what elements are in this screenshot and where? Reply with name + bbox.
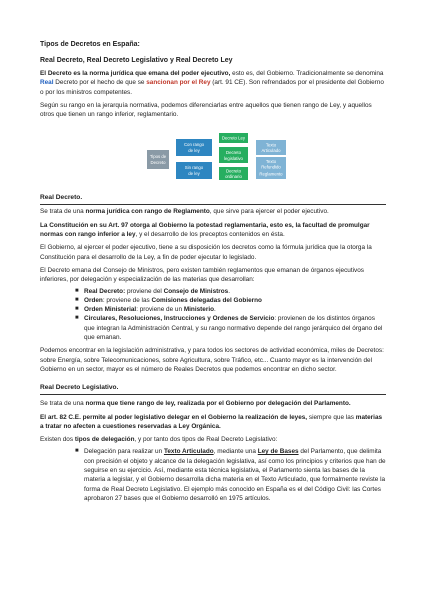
rdl-paragraph-2: [40, 413, 386, 432]
rdl-item-text-3: del Parlamento, que delimita con precisión el objeto y alcance de la delegación legislativa, así como los principios y criterios que han de seguirse en su ejercicio. Así, mediante esta técnica legislativa, el Parlamento sienta las bases de la materia a legislar, y el Gobierno desarrolla dicha materia en el Texto Articulado, que formalmente reviste la forma de Real Decreto Legislativo. El ejemplo más conocido en España es el del Código Civil: las Cortes aprobaron 27 bases que el Gobierno desarrolló en 1975 artículos.: [84, 448, 386, 502]
rd-p2-bold: La Constitución en su Art. 97 otorga al Gobierno la potestad reglamentaria, esto es, la facultad de promulgar normas con rango inferior a ley: [40, 221, 370, 239]
rdl-list: [40, 447, 386, 503]
list-item-bold-2: Consejo de Ministros: [163, 287, 229, 295]
diagram-texto-articulado-line2: Articulado: [261, 148, 281, 154]
rdl-paragraph-3: [40, 435, 386, 444]
rdl-p2-text: siempre que las: [307, 413, 356, 421]
rdl-p3-text-2: , y por tanto dos tipos de Real Decreto Legislativo:: [134, 436, 278, 444]
list-item: [40, 287, 386, 296]
diagram-decreto-legislativo-line2: legislativo: [224, 156, 243, 162]
diagram-decreto-ley: Decreto Ley: [221, 135, 246, 141]
diagram-texto-articulado-line1: Texto: [265, 142, 277, 148]
diagram-root-line2: Decreto: [150, 160, 166, 166]
rdl-p1-text: Se trata de una: [40, 400, 86, 408]
diagram-decreto-ordinario-line1: Decreto: [225, 168, 242, 174]
list-item-bold-2: Comisiones delegadas del Gobierno: [151, 296, 262, 304]
diagram-con-rango-line2: de ley: [188, 148, 200, 154]
section-heading-real-decreto-legislativo: Real Decreto Legislativo.: [40, 383, 386, 395]
rdl-item-ley-de-bases: Ley de Bases: [257, 448, 299, 456]
list-item: [40, 314, 386, 342]
intro-bold: El Decreto es la norma jurídica que emana del poder ejecutivo,: [40, 70, 231, 77]
rdl-item-text-2: , mediante una: [213, 448, 258, 456]
decree-types-diagram: [40, 127, 386, 185]
document-title: Tipos de Decretos en España:: [40, 41, 140, 48]
diagram-root-line1: Tipos de: [149, 154, 167, 160]
list-item-bold-2: Ministerio: [183, 306, 214, 314]
jerarquia-paragraph: Según su rango en la jerarquía normativa, podemos diferenciarlas entre aquellos que tienen rango de Ley, y aquellos otros que tienen un rango inferior, reglamentario.: [40, 101, 372, 119]
bullet-icon: ■: [75, 315, 79, 322]
document-subtitle: Real Decreto, Real Decreto Legislativo y Real Decreto Ley: [40, 57, 233, 64]
diagram-sin-rango-line2: de ley: [188, 171, 200, 177]
bullet-icon: ■: [75, 296, 79, 303]
list-item-text-2: .: [228, 287, 230, 295]
intro-real: Real: [40, 79, 54, 87]
diagram-con-rango-line1: Con rango: [183, 142, 205, 148]
list-item-text: : provienen de los distintos órganos que integran la Administración Central, y su rango normativo depende del rango jerárquico del órgano del que emanan.: [84, 315, 383, 342]
rd-paragraph-2: [40, 221, 386, 240]
list-item-bold: Circulares, Resoluciones, Instrucciones y Ordenes de Servicio: [84, 315, 275, 323]
intro-sancion: sancionan por el Rey: [146, 79, 211, 87]
rd-p2-text: , y el desarrollo de los preceptos contenidos en ésta.: [135, 231, 285, 239]
rd-p1-bold: norma jurídica con rango de Reglamento: [85, 208, 210, 216]
rdl-p1-bold: norma que tiene rango de ley, realizada por el Gobierno por delegación del Parlamento.: [85, 400, 351, 408]
rdl-item-text: Delegación para realizar un: [84, 448, 164, 456]
list-item: [40, 296, 386, 305]
rdl-p3-text: Existen dos: [40, 436, 75, 444]
diagram-texto-refundido-line2: Refundido: [261, 164, 281, 170]
list-item-text: : proviene de un: [136, 306, 184, 314]
list-item-text: proviene del: [125, 287, 164, 295]
diagram-decreto-ordinario-line2: ordinario: [225, 174, 242, 180]
list-item-text: : proviene de las: [102, 296, 152, 304]
intro-text-2: Decreto por el hecho de que se: [53, 79, 147, 87]
rd-p1-text: Se trata de una: [40, 208, 86, 216]
bullet-icon: ■: [75, 448, 79, 455]
rdl-p3-bold: tipos de delegación: [74, 436, 135, 444]
intro-text-3: (art. 91 CE). Son refrendados por el presidente del Gobierno o por los ministros competentes.: [40, 79, 384, 96]
list-item-text-2: .: [214, 306, 216, 314]
rd-paragraph-5: Podemos encontrar en la legislación administrativa, y para todos los sectores de actividad económica, miles de Decretos: sobre Energía, sobre Telecomunicaciones, sobre Agricultura, sobre Tráfico, etc... Cuanto mayor es la intervención del Gobierno en un sector, mayor es el número de Reales Decretos que podemos encontrar en dicho sector.: [40, 347, 384, 373]
intro-text: esto es, del Gobierno. Tradicionalmente se denomina: [230, 70, 384, 77]
diagram-sin-rango-line1: Sin rango: [184, 165, 204, 171]
section-heading-real-decreto: Real Decreto.: [40, 193, 386, 205]
list-item: [40, 447, 386, 503]
rdl-p2-bold: El art. 82 C.E. permite al poder legislativo delegar en el Gobierno la realización de leyes,: [40, 413, 308, 421]
rd-paragraph-4: El Decreto emana del Consejo de Ministros, pero existen también reglamentos que emanan de órganos ejecutivos inferiores, por delegación y especialización de las materias que desarrollan:: [40, 266, 364, 284]
bullet-icon: ■: [75, 306, 79, 313]
rdl-p2-bold-2: materias a tratar no afecten a cuestiones reservadas a Ley Orgánica.: [40, 413, 383, 430]
rdl-item-texto-articulado: Texto Articulado: [163, 448, 214, 456]
diagram-texto-refundido-line1: Texto: [265, 159, 277, 165]
rd-p1-text-2: , que sirve para ejercer el poder ejecutivo.: [209, 208, 329, 216]
rd-paragraph-3: El Gobierno, al ejercer el poder ejecutivo, tiene a su disposición los decretos como la fórmula jurídica que la otorga la Constitución para el desarrollo de la Ley, a fin de poder ejecutar lo legislado.: [40, 244, 372, 261]
list-item-bold: Real Decreto:: [84, 287, 126, 295]
list-item-bold: Orden: [84, 296, 103, 304]
list-item: [40, 305, 386, 314]
rd-paragraph-1: [40, 207, 386, 216]
list-item-bold: Orden Ministerial: [84, 306, 137, 314]
rdl-paragraph-1: [40, 399, 386, 408]
rd-list: [40, 287, 386, 343]
document-page: [40, 40, 386, 503]
intro-paragraph: [40, 69, 386, 97]
diagram-decreto-legislativo-line1: Decreto: [225, 150, 242, 156]
bullet-icon: ■: [75, 287, 79, 294]
diagram-reglamento: Reglamento: [259, 171, 283, 177]
